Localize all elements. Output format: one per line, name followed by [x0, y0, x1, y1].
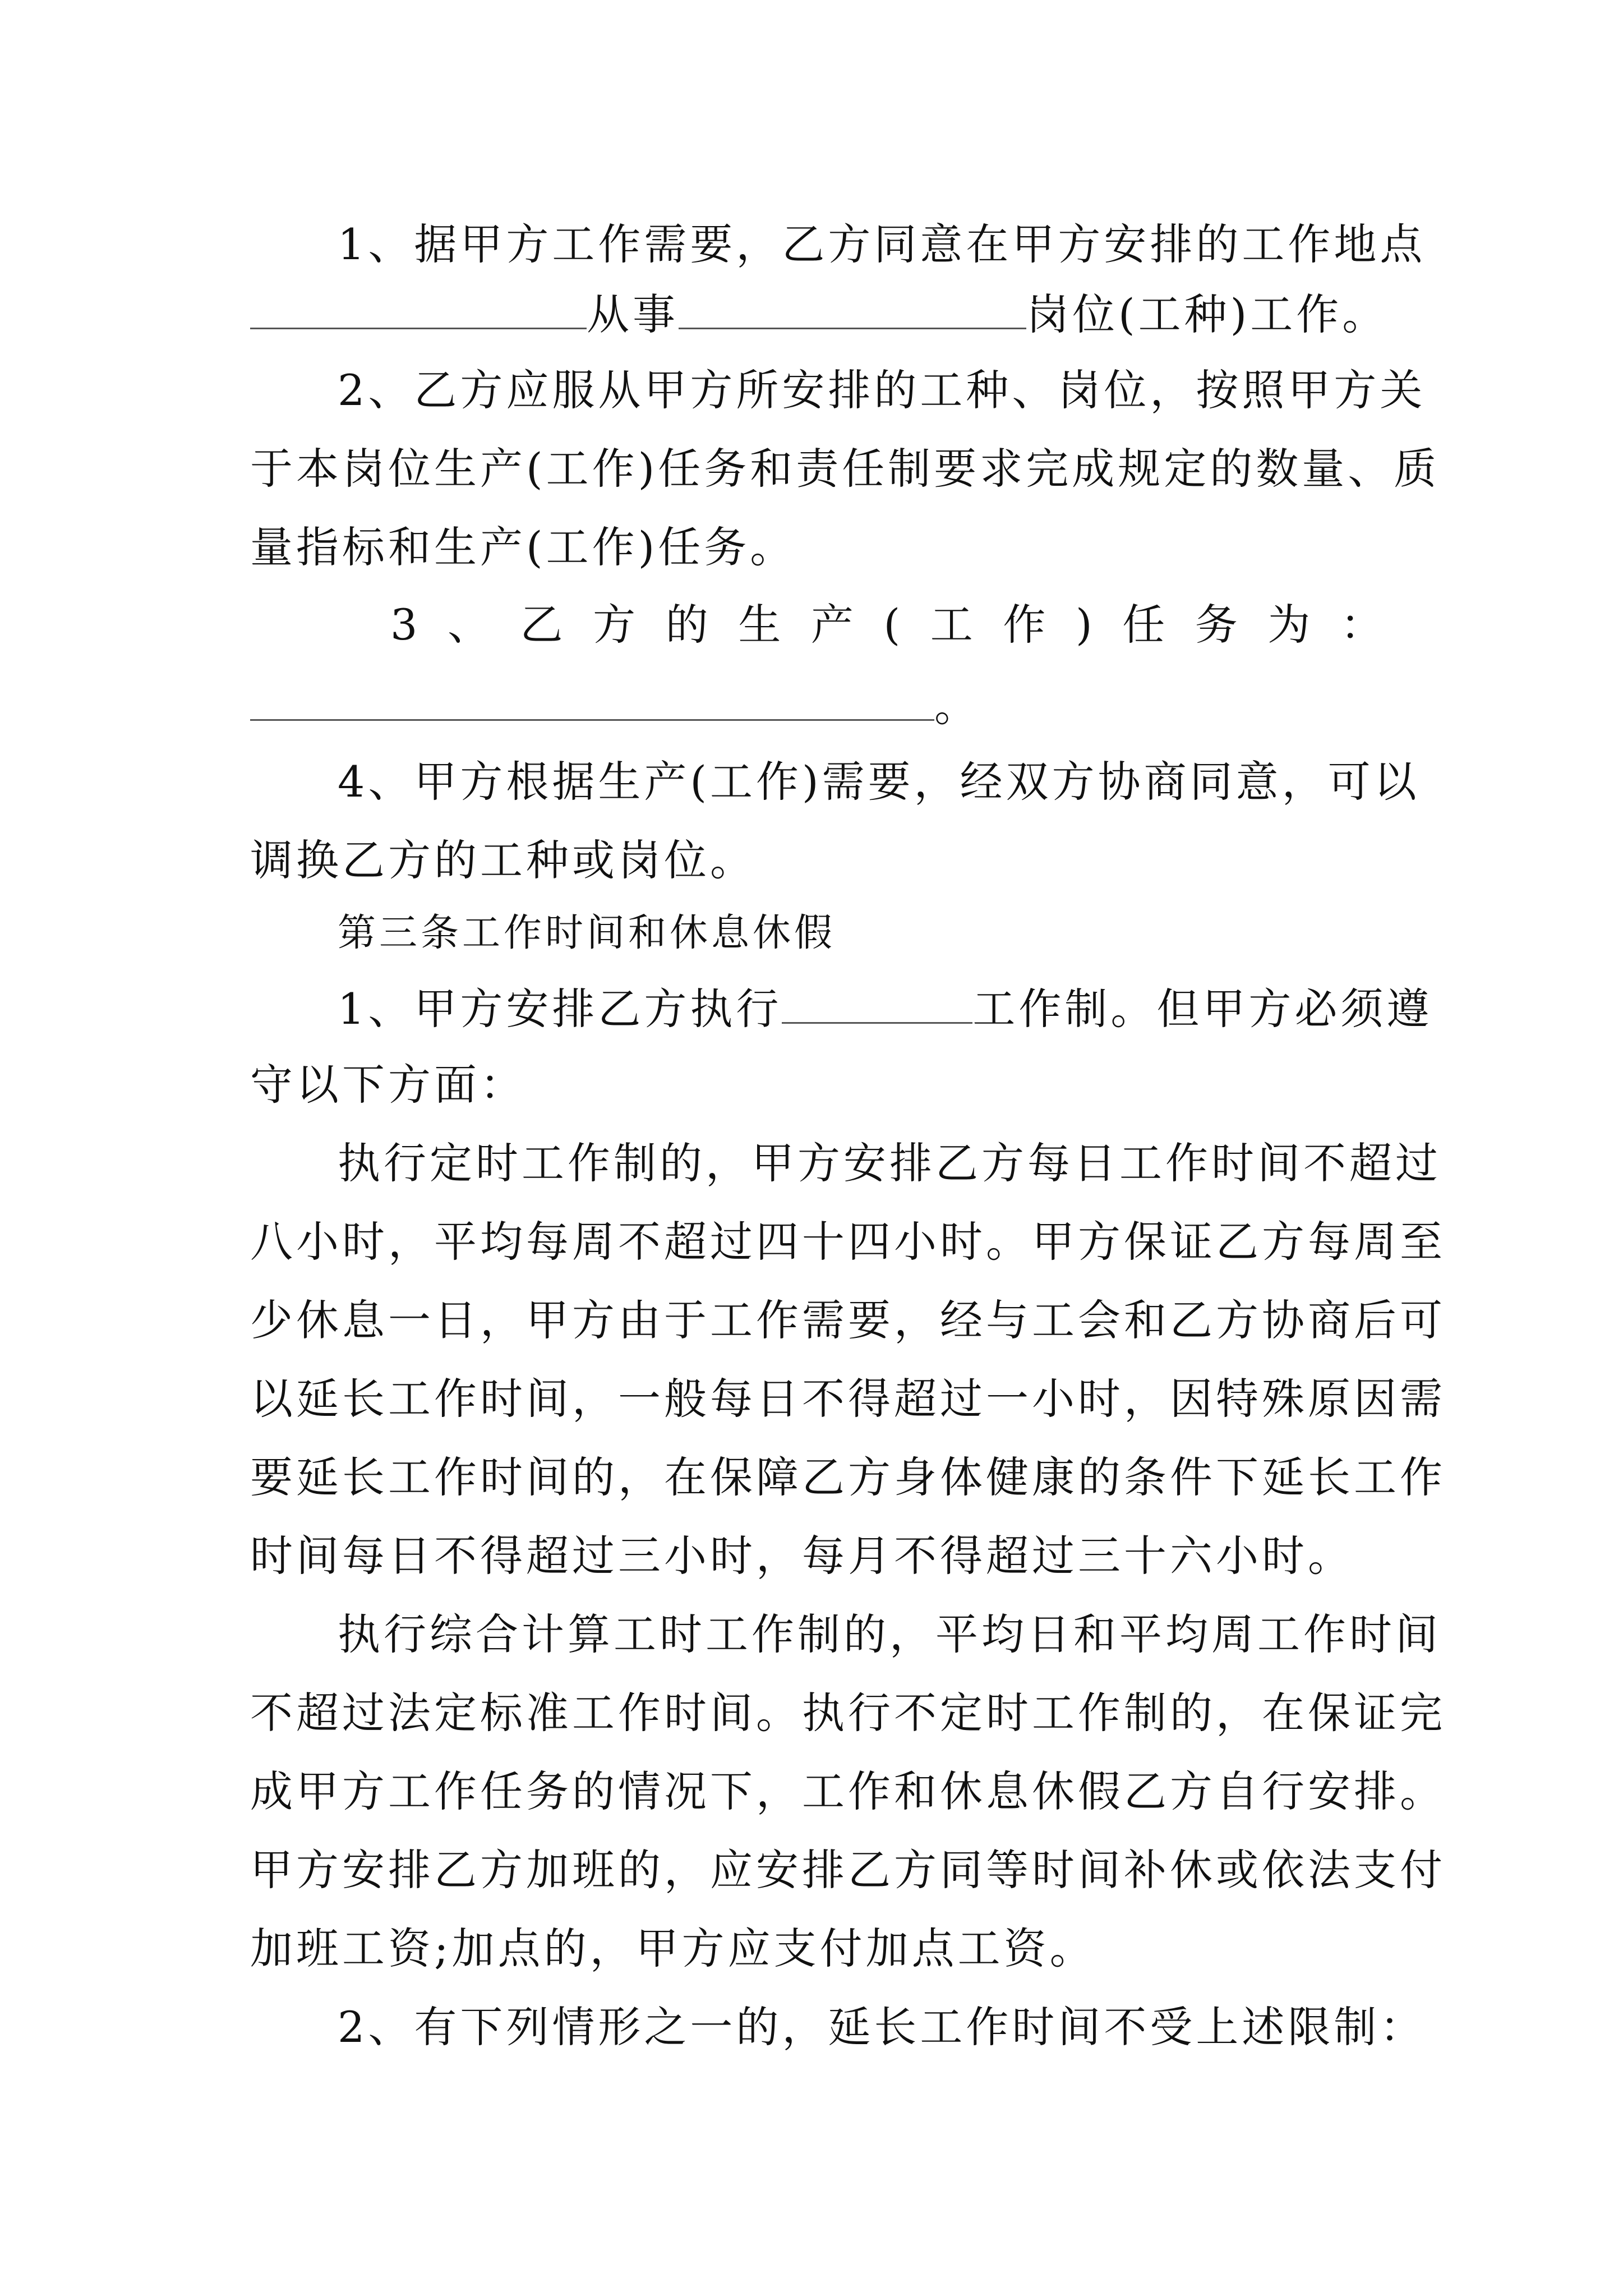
section-3-p2-line-1: 执行定时工作制的，甲方安排乙方每日工作时间不超过 [338, 1138, 1441, 1188]
p3-char: 、 [447, 600, 490, 650]
text-period: 。 [934, 681, 980, 731]
paragraph-3-line-2 [250, 675, 1394, 731]
paragraph-2-line-3: 量指标和生产(工作)任务。 [250, 522, 796, 572]
p3-char: ( [883, 600, 901, 650]
p3-char: 产 [810, 600, 854, 650]
p3-char: 务 [1195, 600, 1238, 650]
text-position-suffix: 岗位(工种)工作。 [1026, 289, 1389, 339]
text-work-system-prefix: 1、甲方安排乙方执行 [338, 984, 782, 1034]
section-3-p2-line-3: 少休息一日，甲方由于工作需要，经与工会和乙方协商后可 [250, 1295, 1446, 1345]
section-3-p2-line-4: 以延长工作时间，一般每日不得超过一小时，因特殊原因需 [250, 1374, 1446, 1424]
p3-char: 工 [930, 600, 973, 650]
section-3-p2-line-2: 八小时，平均每周不超过四十四小时。甲方保证乙方每周至 [250, 1217, 1446, 1267]
text-congshi: 从事 [587, 289, 679, 339]
section-3-p1-line-2: 守以下方面： [250, 1060, 526, 1110]
blank-position [679, 284, 1026, 329]
p3-char: 生 [738, 600, 781, 650]
p3-char: ) [1075, 600, 1092, 650]
paragraph-2-line-1: 2、乙方应服从甲方所安排的工种、岗位，按照甲方关 [338, 365, 1426, 415]
section-3-p3-line-5: 加班工资;加点的，甲方应支付加点工资。 [250, 1924, 1096, 1973]
p3-char: 乙 [520, 600, 563, 650]
paragraph-1-line-2 [250, 284, 1394, 340]
section-3-p2-line-6: 时间每日不得超过三小时，每月不得超过三十六小时。 [250, 1531, 1354, 1581]
paragraph-3-line-1 [390, 597, 1383, 653]
paragraph-2-line-2: 于本岗位生产(工作)任务和责任制要求完成规定的数量、质 [250, 444, 1440, 494]
section-3-p3-line-1: 执行综合计算工时工作制的，平均日和平均周工作时间 [338, 1609, 1441, 1659]
p3-char: 任 [1122, 600, 1165, 650]
p3-char: 作 [1003, 600, 1046, 650]
section-3-p1-line-1 [338, 978, 1433, 1034]
paragraph-4-line-1: 4、甲方根据生产(工作)需要，经双方协商同意，可以 [338, 757, 1420, 807]
text-work-system-suffix: 工作制。但甲方必须遵 [972, 984, 1433, 1034]
blank-work-location [250, 284, 587, 329]
section-3-p3-line-3: 成甲方工作任务的情况下，工作和休息休假乙方自行安排。 [250, 1766, 1446, 1816]
p3-char: 的 [665, 600, 708, 650]
section-3-p3-line-2: 不超过法定标准工作时间。执行不定时工作制的，在保证完 [250, 1688, 1446, 1738]
section-title: 第三条工作时间和休息休假 [338, 911, 836, 955]
blank-task [250, 675, 934, 721]
section-3-p3-line-4: 甲方安排乙方加班的，应安排乙方同等时间补休或依法支付 [250, 1845, 1446, 1895]
p3-char: 3 [390, 600, 418, 650]
p3-char: 方 [593, 600, 636, 650]
section-3-p4-line-1: 2、有下列情形之一的，延长工作时间不受上述限制： [338, 2002, 1426, 2052]
paragraph-1-line-1: 1、据甲方工作需要，乙方同意在甲方安排的工作地点 [338, 219, 1426, 269]
section-3-p2-line-5: 要延长工作时间的，在保障乙方身体健康的条件下延长工作 [250, 1452, 1446, 1502]
paragraph-4-line-2: 调换乙方的工种或岗位。 [250, 835, 756, 885]
blank-work-system [782, 978, 972, 1024]
p3-char: 为 [1267, 600, 1311, 650]
p3-char: ： [1340, 600, 1383, 650]
